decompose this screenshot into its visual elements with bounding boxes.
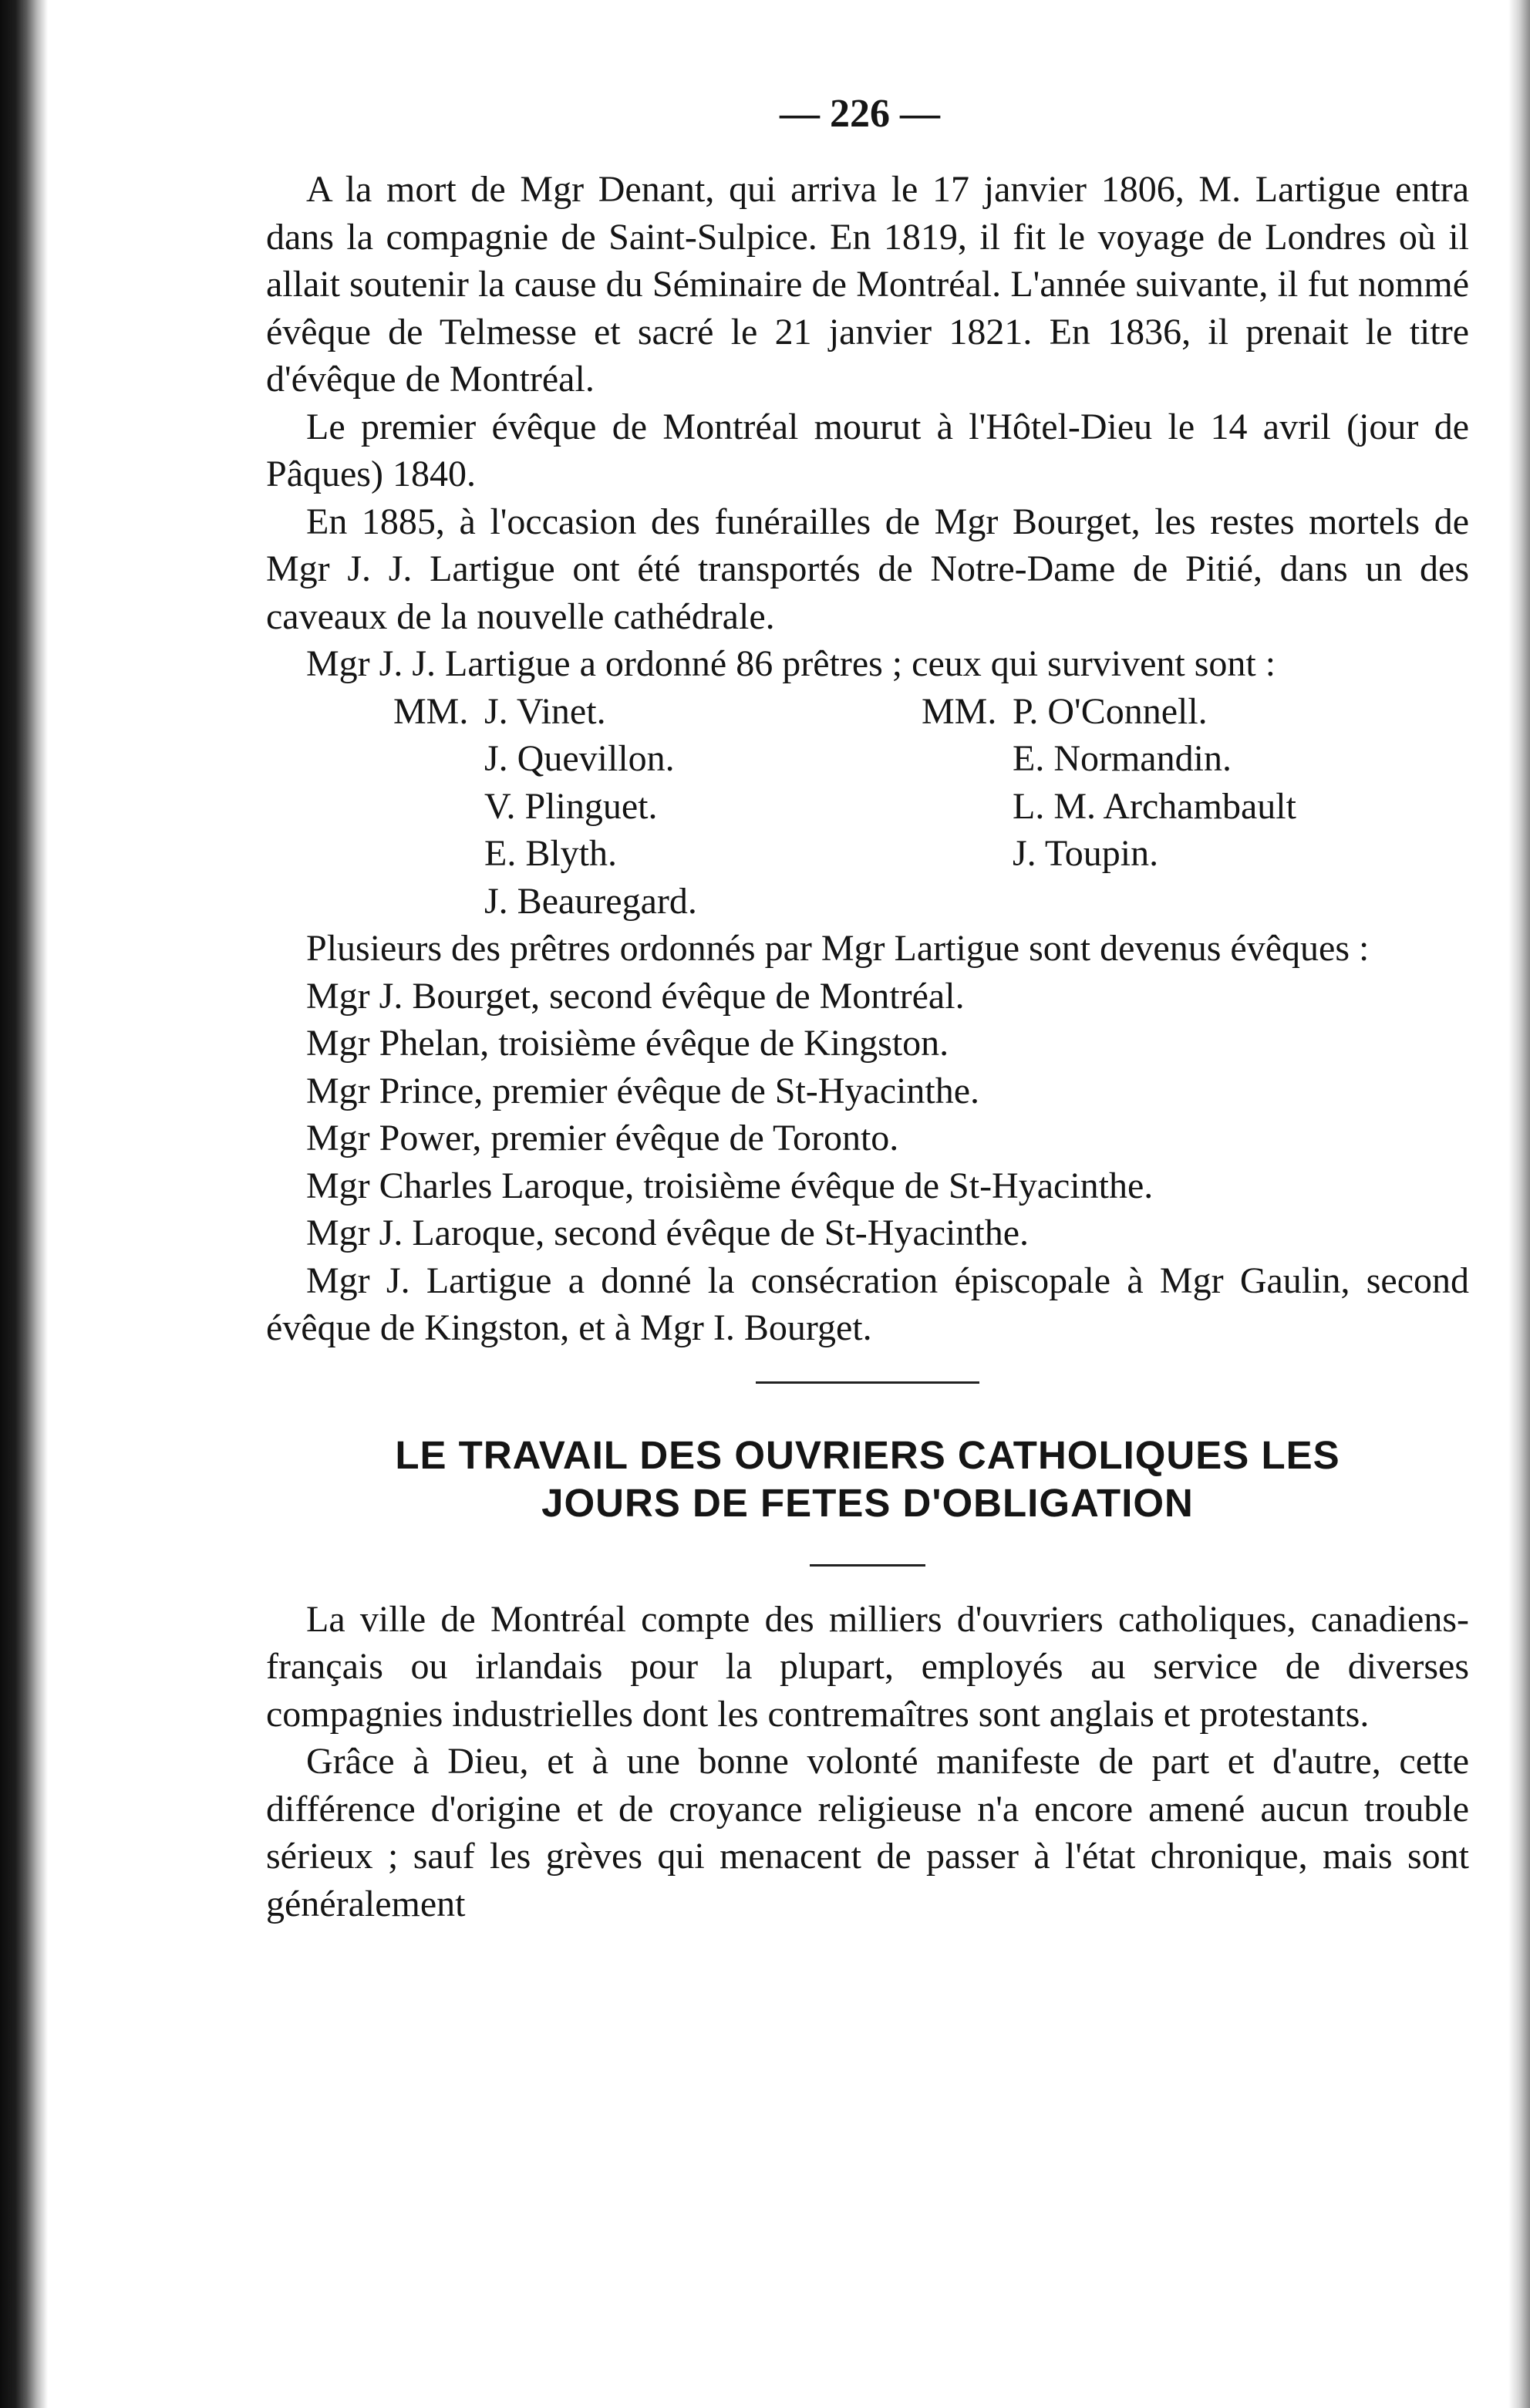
bishop-list-item: Mgr Prince, premier évêque de St-Hyacinthe. xyxy=(306,1070,980,1111)
paragraph-no-trouble: Grâce à Dieu, et à une bonne volonté manifeste de part et d'autre, cette différence d'origine et de croyance religieuse n'a encore amené aucun trouble sérieux ; sauf les grèves qui menacent de passer à l'état chronique, mais sont généralement xyxy=(266,1741,1469,1924)
section-heading-line-2: JOURS DE FETES D'OBLIGATION xyxy=(541,1480,1194,1525)
priest-name: E. Normandin. xyxy=(1013,738,1232,779)
priests-names-right xyxy=(1013,688,1296,878)
bishop-list-item: Mgr J. Bourget, second évêque de Montréal. xyxy=(306,975,965,1017)
priest-name: J. Toupin. xyxy=(1013,833,1159,874)
paragraph-remains-transfer: En 1885, à l'occasion des funérailles de Mgr Bourget, les restes mortels de Mgr J. J. Lartigue ont été transportés de Notre-Dame de Pitié, dans un des caveaux de la nouvelle cathédrale. xyxy=(266,501,1469,637)
priests-column-right xyxy=(922,688,1296,926)
bishop-list-item: Mgr Phelan, troisième évêque de Kingston. xyxy=(306,1023,949,1064)
paragraph-lartigue-career: A la mort de Mgr Denant, qui arriva le 17 janvier 1806, M. Lartigue entra dans la compagnie de Saint-Sulpice. En 1819, il fit le voyage de Londres où il allait soutenir la cause du Séminaire de Montréal. L'année suivante, il fut nommé évêque de Telmesse et sacré le 21 janvier 1821. En 1836, il prenait le titre d'évêque de Montréal. xyxy=(266,169,1469,400)
section-divider-bottom xyxy=(810,1564,925,1567)
paragraph-montreal-workers: La ville de Montréal compte des milliers d'ouvriers catholiques, canadiens-français ou irlandais pour la plupart, employés au service de diverses compagnies industrielles dont les contremaîtres sont anglais et protestants. xyxy=(266,1598,1469,1735)
section-heading xyxy=(266,1432,1469,1527)
paragraph-bishops-intro: Plusieurs des prêtres ordonnés par Mgr Lartigue sont devenus évêques : xyxy=(306,928,1370,969)
page-number: — 226 — xyxy=(780,92,940,136)
section-divider-top xyxy=(756,1381,979,1384)
priest-name: E. Blyth. xyxy=(484,833,618,874)
paragraph-consecration: Mgr J. Lartigue a donné la consécration épiscopale à Mgr Gaulin, second évêque de Kingston, et à Mgr I. Bourget. xyxy=(266,1260,1469,1348)
priests-column-left xyxy=(393,688,922,926)
paragraph-ordained-priests: Mgr J. J. Lartigue a ordonné 86 prêtres ; ceux qui survivent sont : xyxy=(306,643,1276,684)
priests-prefix-left: MM. xyxy=(393,690,469,732)
priest-name: L. M. Archambault xyxy=(1013,785,1296,827)
paragraph-lartigue-death: Le premier évêque de Montréal mourut à l'Hôtel-Dieu le 14 avril (jour de Pâques) 1840. xyxy=(266,406,1469,494)
priest-name: V. Plinguet. xyxy=(484,785,658,827)
surviving-priests-list xyxy=(393,688,1373,926)
section-heading-line-1: LE TRAVAIL DES OUVRIERS CATHOLIQUES LES xyxy=(395,1432,1340,1477)
bishop-list-item: Mgr Power, premier évêque de Toronto. xyxy=(306,1118,899,1158)
page-body xyxy=(266,166,1469,1927)
priest-name: P. O'Connell. xyxy=(1013,690,1208,732)
priest-name: J. Quevillon. xyxy=(484,738,675,779)
priests-prefix-right: MM. xyxy=(922,690,997,732)
scan-edge-right xyxy=(1508,0,1530,2408)
bishop-list-item: Mgr J. Laroque, second évêque de St-Hyacinthe. xyxy=(306,1212,1030,1253)
priests-names-left xyxy=(484,688,697,926)
scan-binding-shadow-left xyxy=(0,0,48,2408)
priest-name: J. Vinet. xyxy=(484,690,606,732)
bishop-list-item: Mgr Charles Laroque, troisième évêque de St-Hyacinthe. xyxy=(306,1165,1154,1206)
priest-name: J. Beauregard. xyxy=(484,880,697,922)
